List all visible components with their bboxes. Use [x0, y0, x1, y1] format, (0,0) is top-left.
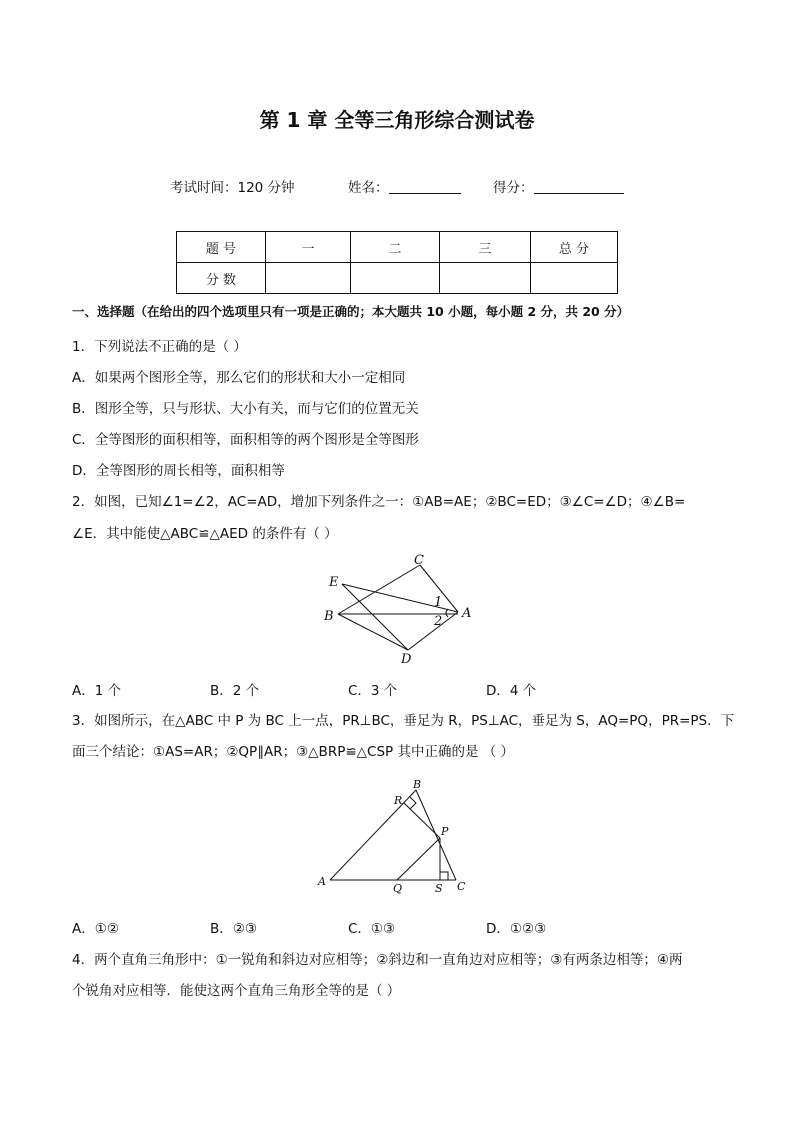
segment-pr [404, 803, 440, 838]
label-a: A [318, 875, 326, 888]
table-cell: 分 数 [177, 263, 266, 294]
table-cell [266, 263, 351, 294]
label-d: D [401, 652, 412, 667]
table-cell: 一 [266, 232, 351, 263]
score-label: 得分： [493, 180, 534, 196]
label-q: Q [393, 882, 403, 894]
table-cell: 总 分 [531, 232, 618, 263]
label-b: B [324, 609, 334, 624]
q3-figure [314, 774, 476, 894]
label-s: S [435, 882, 443, 894]
section-header: 一、选择题（在给出的四个选项里只有一项是正确的；本大题共 10 小题，每小题 2 分，共 20 分） [72, 304, 630, 319]
segment-qp [397, 838, 440, 880]
q4-stem-line2: 个锐角对应相等．能使这两个直角三角形全等的是（ ） [72, 983, 401, 999]
q1-option-b: B．图形全等，只与形状、大小有关，而与它们的位置无关 [72, 401, 419, 417]
score-table [176, 231, 618, 294]
segment-ed [342, 584, 408, 650]
score-field [493, 176, 624, 196]
q3-option-b: B．②③ [210, 921, 257, 937]
q3-option-d: D．①②③ [486, 921, 547, 937]
q1-option-c: C．全等图形的面积相等，面积相等的两个图形是全等图形 [72, 432, 419, 448]
label-a: A [462, 606, 472, 621]
q3-option-a: A．①② [72, 921, 119, 937]
q3-stem-line2: 面三个结论：①AS=AR；②QP∥AR；③△BRP≌△CSP 其中正确的是 （ ） [72, 744, 515, 760]
page-title: 第 1 章 全等三角形综合测试卷 [259, 108, 535, 132]
label-c: C [457, 880, 466, 893]
segment-cb [338, 565, 420, 614]
table-cell: 二 [351, 232, 440, 263]
table-cell: 题 号 [177, 232, 266, 263]
label-c: C [414, 553, 424, 568]
segment-ab [330, 790, 416, 880]
q2-option-c: C．3 个 [348, 683, 398, 699]
label-angle1: 1 [434, 595, 443, 610]
q3-option-c: C．①③ [348, 921, 396, 937]
table-cell [531, 263, 618, 294]
q2-option-a: A．1 个 [72, 683, 122, 699]
q1-option-d: D．全等图形的周长相等，面积相等 [72, 463, 285, 479]
name-label: 姓名： [348, 180, 389, 196]
right-angle-mark-s [440, 872, 448, 880]
table-cell: 三 [440, 232, 531, 263]
label-e: E [329, 575, 339, 590]
angle-arc [446, 609, 448, 617]
label-angle2: 2 [434, 614, 443, 629]
segment-bd [338, 614, 408, 650]
q3-stem-line1: 3．如图所示，在△ABC 中 P 为 BC 上一点，PR⊥BC，垂足为 R，PS⊥AC，垂足为 S，AQ=PQ，PR=PS．下 [72, 713, 735, 729]
q2-stem-line2: ∠E．其中能使△ABC≌△AED 的条件有（ ） [72, 526, 338, 542]
label-r: R [394, 794, 403, 807]
right-angle-mark-r [410, 797, 416, 809]
segment-da [408, 612, 458, 650]
q2-figure [318, 548, 478, 670]
table-cell [351, 263, 440, 294]
exam-time: 考试时间：120 分钟 [170, 180, 295, 196]
table-row [177, 263, 618, 294]
label-p: P [441, 825, 449, 838]
q2-stem-line1: 2．如图，已知∠1=∠2，AC=AD，增加下列条件之一：①AB=AE；②BC=ED；③∠C=∠D；④∠B= [72, 494, 686, 510]
name-blank [389, 179, 461, 194]
q4-stem-line1: 4．两个直角三角形中：①一锐角和斜边对应相等；②斜边和一直角边对应相等；③有两条边相等；④两 [72, 952, 683, 968]
table-row [177, 232, 618, 263]
name-field [348, 176, 461, 196]
q1-stem: 1．下列说法不正确的是（ ） [72, 339, 247, 355]
q2-option-b: B．2 个 [210, 683, 260, 699]
q1-option-a: A．如果两个图形全等，那么它们的形状和大小一定相同 [72, 370, 406, 386]
table-cell [440, 263, 531, 294]
label-b: B [413, 778, 422, 791]
segment-bc [416, 790, 456, 880]
q2-option-d: D．4 个 [486, 683, 537, 699]
score-blank [534, 179, 624, 194]
